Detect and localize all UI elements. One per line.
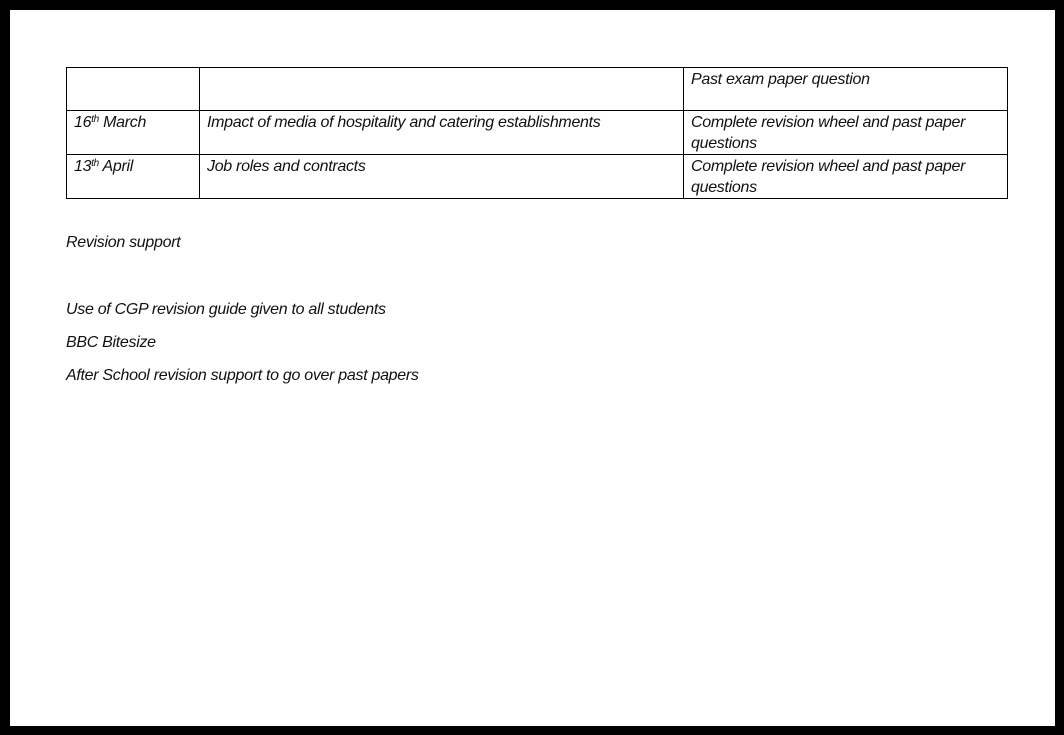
list-item: After School revision support to go over past papers <box>66 367 419 384</box>
list-item: Use of CGP revision guide given to all students <box>66 301 386 318</box>
revision-plan-table <box>66 67 1008 199</box>
table-row <box>67 68 1008 111</box>
task-cell: Complete revision wheel and past paper questions <box>684 111 1008 155</box>
date-cell <box>67 68 200 111</box>
date-month: March <box>98 114 147 131</box>
revision-support-list <box>66 300 1007 386</box>
table-row <box>67 155 1008 199</box>
date-cell <box>67 111 200 155</box>
date-day: 13 <box>74 158 92 175</box>
table-row <box>67 111 1008 155</box>
date-ordinal-suffix: th <box>91 114 99 125</box>
task-cell: Complete revision wheel and past paper questions <box>684 155 1008 199</box>
topic-cell: Impact of media of hospitality and catering establishments <box>200 111 684 155</box>
date-month: April <box>98 158 134 175</box>
task-cell: Past exam paper question <box>684 68 1008 111</box>
date-day: 16 <box>74 114 92 131</box>
topic-cell: Job roles and contracts <box>200 155 684 199</box>
date-ordinal-suffix: th <box>91 158 99 169</box>
topic-cell <box>200 68 684 111</box>
date-cell <box>67 155 200 199</box>
document-content <box>66 67 1007 399</box>
revision-support-heading: Revision support <box>66 234 181 251</box>
list-item: BBC Bitesize <box>66 334 156 351</box>
